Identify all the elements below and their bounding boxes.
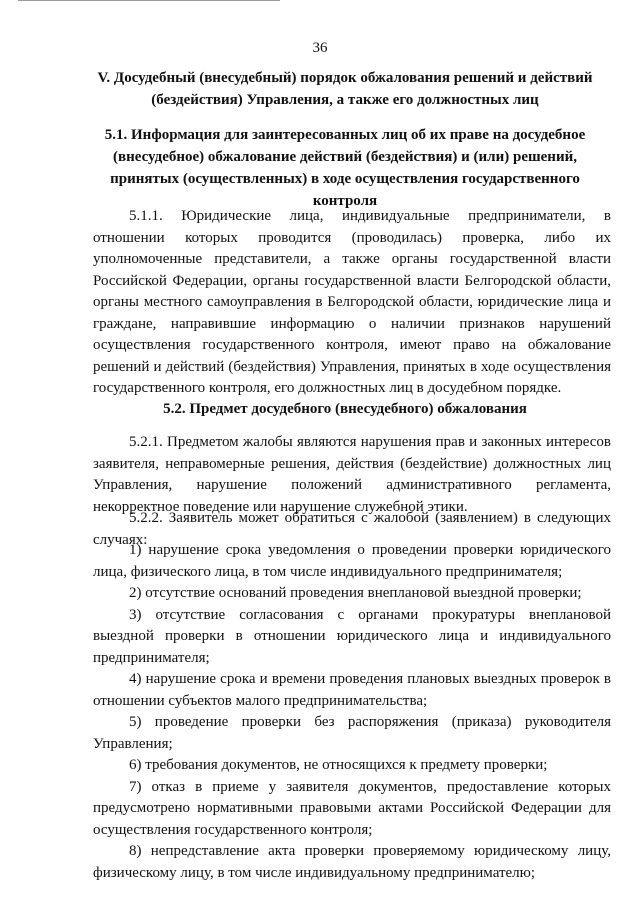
section-5-1-heading: 5.1. Информация для заинтересованных лиц об их праве на досудебное (внесудебное) обжалование действий (бездействия) и (или) решений, принятых (осуществленных) в ходе осуществления государственного контроля bbox=[104, 127, 586, 209]
paragraph-5-2-2: 5.2.2. Заявитель может обратиться с жалобой (заявлением) в следующих случаях: bbox=[93, 510, 611, 548]
list-item: 2) отсутствие оснований проведения внеплановой выездной проверки; bbox=[129, 585, 582, 601]
top-edge-line bbox=[18, 0, 280, 1]
list-item: 3) отсутствие согласования с органами прокуратуры внеплановой выездной проверки в отношении юридического лица и индивидуального предпринимателя; bbox=[93, 606, 611, 666]
paragraph-5-2-1: 5.2.1. Предметом жалобы являются нарушения прав и законных интересов заявителя, неправомерные решения, действия (бездействие) должностных лиц Управления, нарушение положений административного регламента, некорректное поведение или нарушение служебной этики. bbox=[93, 434, 611, 515]
list-item: 8) непредставление акта проверки проверяемому юридическому лицу, физическому лицу, в том числе индивидуальному предпринимателю; bbox=[93, 843, 611, 881]
list-item: 1) нарушение срока уведомления о проведении проверки юридического лица, физического лица, в том числе индивидуального предпринимателя; bbox=[93, 542, 611, 580]
page-number: 36 bbox=[312, 40, 328, 56]
list-item: 4) нарушение срока и времени проведения плановых выездных проверок в отношении субъектов малого предпринимательства; bbox=[93, 671, 611, 709]
section-5-2-heading: 5.2. Предмет досудебного (внесудебного) обжалования bbox=[163, 401, 527, 417]
chapter-heading: V. Досудебный (внесудебный) порядок обжалования решений и действий (бездействия) Управления, а также его должностных лиц bbox=[97, 70, 593, 108]
list-item: 6) требования документов, не относящихся к предмету проверки; bbox=[129, 757, 548, 773]
list-item: 5) проведение проверки без распоряжения (приказа) руководителя Управления; bbox=[93, 714, 611, 752]
list-item: 7) отказ в приеме у заявителя документов, предоставление которых предусмотрено нормативными правовыми актами Российской Федерации для осуществления государственного контроля; bbox=[93, 778, 611, 838]
paragraph-5-1-1: 5.1.1. Юридические лица, индивидуальные предприниматели, в отношении которых проводится (проводилась) проверка, либо их уполномоченные представители, а также органы государственной власти Российской Федерации, органы государственной власти Белгородской области, органы местного самоуправления в Белгородской области, юридические лица и граждане, направившие информацию о наличии признаков нарушений осуществления государственного контроля, имеют право на обжалование решений и действий (бездействия) Управления, принятых в ходе осуществления государственного контроля, его должностных лиц в досудебном порядке. bbox=[93, 208, 611, 396]
case-list bbox=[93, 540, 611, 884]
